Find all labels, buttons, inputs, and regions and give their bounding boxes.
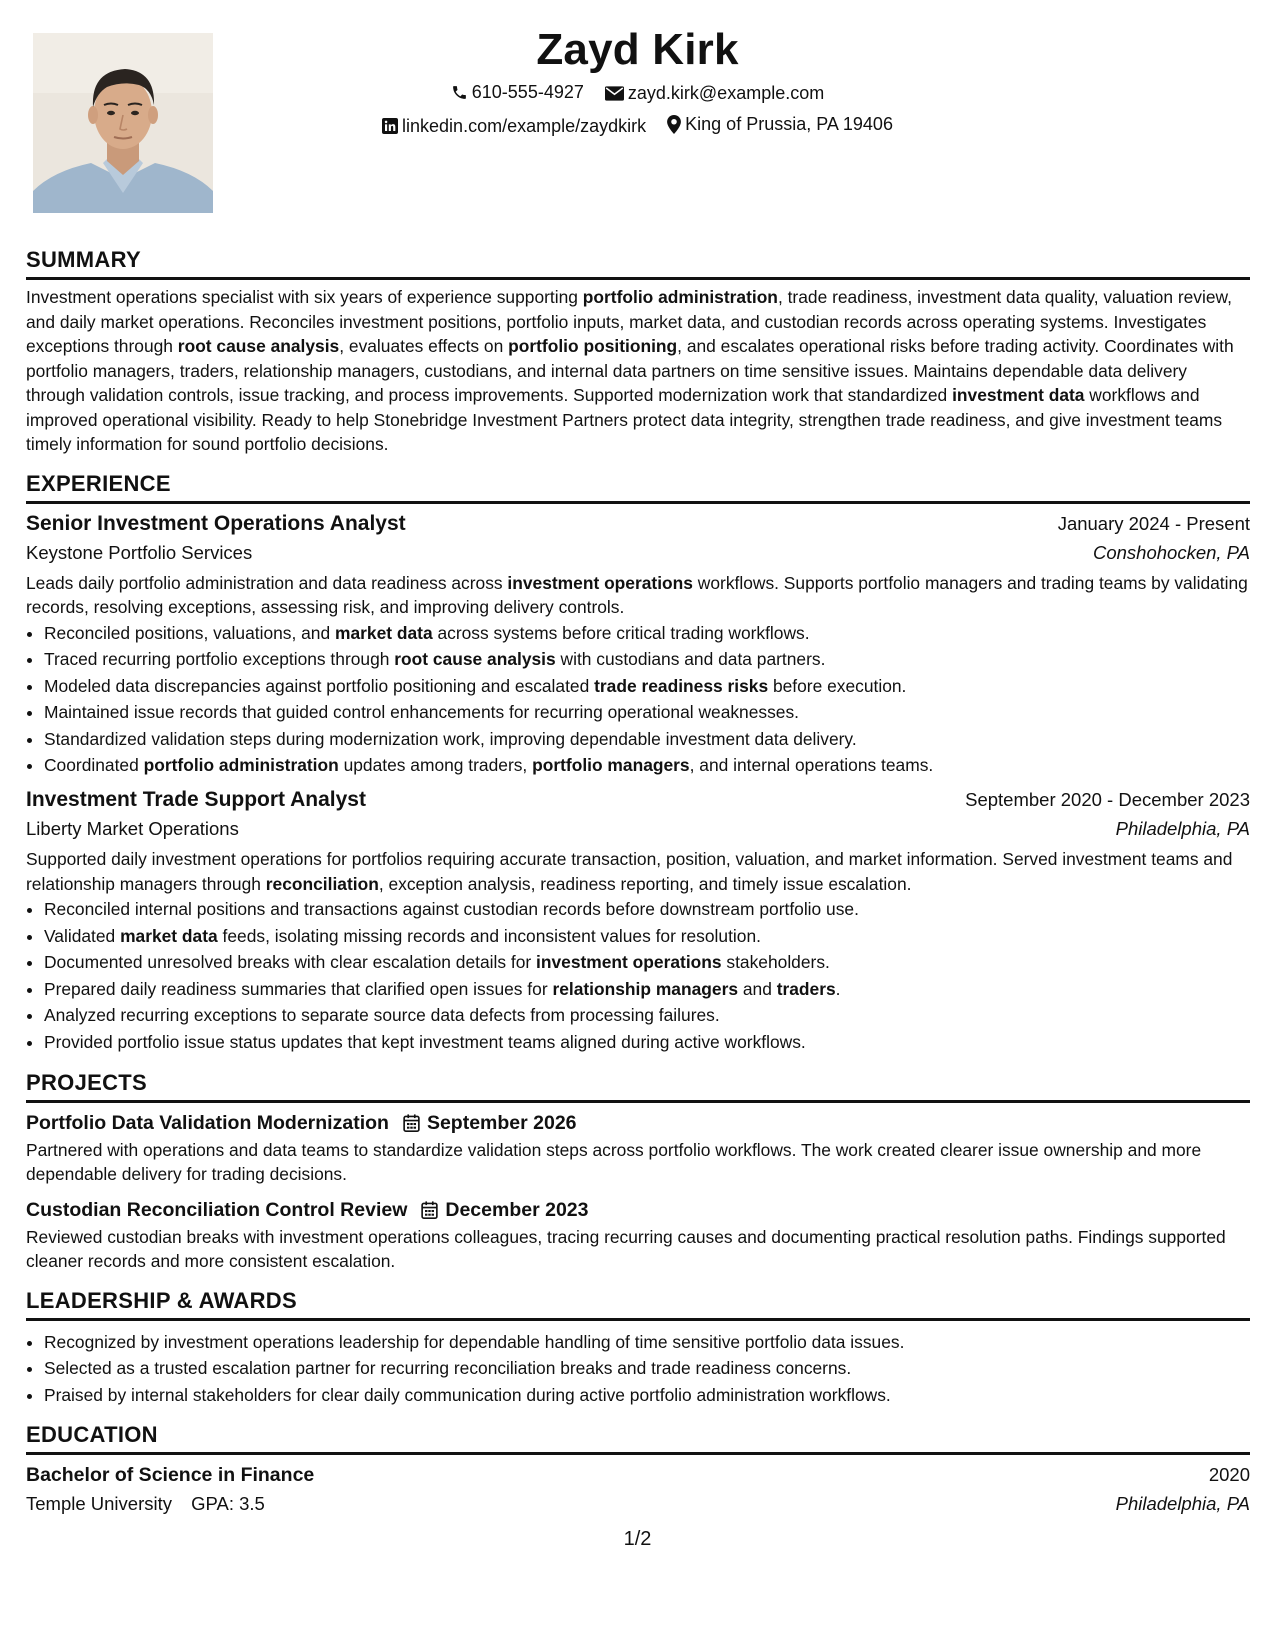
page-number: 1/2 [623,1528,652,1550]
project-entry [26,1195,1250,1274]
summary-text: Investment operations specialist with six years of experience supporting portfolio administration, trade readiness, investment data quality, valuation review, and daily market operations. Reconciles investment positions, portfolio inputs, market data, and custodian records across operating systems. Investigates exceptions through root cause analysis, evaluates effects on portfolio positioning, and escalates operational risks before trading activity. Coordinates with portfolio managers, traders, relationship managers, custodians, and internal data partners on time sensitive issues. Maintains dependable data delivery through validation controls, issue tracking, and process improvements. Supported modernization work that standardized investment data workflows and improved operational visibility. Ready to help Stonebridge Investment Partners protect data integrity, strengthen trade readiness, and give investment teams timely information for sound portfolio decisions. [26,287,1234,454]
projects-section [26,1069,1250,1274]
contact-linkedin[interactable] [382,114,646,138]
section-title-projects: PROJECTS [26,1069,1250,1103]
education-school: Temple University [26,1493,172,1515]
contact-row-primary [0,80,1275,107]
education-location: Philadelphia, PA [1115,1493,1250,1515]
section-title-leadership: LEADERSHIP & AWARDS [26,1287,1250,1321]
calendar-icon [403,1114,420,1132]
map-pin-icon [667,115,681,134]
job-location: Philadelphia, PA [1115,818,1250,840]
job-bullets [26,620,1250,780]
email-address: zayd.kirk@example.com [627,83,825,103]
list-item: • Reconciled internal positions and transactions against custodian records before downstream portfolio use. [44,896,1250,923]
list-item: • Prepared daily readiness summaries that clarified open issues for relationship managers and traders. [44,976,1250,1003]
section-title-experience: EXPERIENCE [26,470,1250,504]
list-item: • Coordinated portfolio administration updates among traders, portfolio managers, and internal operations teams. [44,752,1250,779]
job-title: Investment Trade Support Analyst [26,788,366,812]
job-dates: January 2024 - Present [1057,512,1250,534]
linkedin-url: linkedin.com/example/zaydkirk [402,115,647,136]
list-item: • Validated market data feeds, isolating missing records and inconsistent values for resolution. [44,923,1250,950]
project-date-text: December 2023 [445,1198,589,1221]
list-item: • Analyzed recurring exceptions to separate source data defects from processing failures. [44,1002,1250,1029]
list-item: • Reconciled positions, valuations, and market data across systems before critical trading workflows. [44,620,1250,647]
job-title: Senior Investment Operations Analyst [26,511,406,535]
phone-icon [451,84,468,101]
project-date-text: September 2026 [426,1111,577,1134]
linkedin-icon [382,118,398,134]
education-section [26,1421,1250,1518]
job-company: Liberty Market Operations [26,818,239,840]
calendar-icon [421,1201,438,1219]
education-degree: Bachelor of Science in Finance [26,1464,315,1487]
contact-email[interactable] [605,81,824,105]
job-dates: September 2020 - December 2023 [965,789,1250,811]
list-item: • Modeled data discrepancies against portfolio positioning and escalated trade readiness risks before execution. [44,673,1250,700]
phone-number: 610-555-4927 [471,82,584,102]
envelope-icon [605,86,624,101]
project-date [403,1108,577,1138]
job-description: Supported daily investment operations for portfolios requiring accurate transaction, position, valuation, and market information. Served investment teams and relationship managers through reconciliation, exception analysis, readiness reporting, and timely issue escalation. [26,849,1233,894]
list-item: • Selected as a trusted escalation partner for recurring reconciliation breaks and trade readiness concerns. [44,1355,1250,1382]
resume-content [26,246,1250,1531]
job-entry [26,785,1250,1056]
leadership-bullets [26,1329,1250,1409]
project-description: Partnered with operations and data teams to standardize validation steps across portfolio workflows. The work created clearer issue ownership and more dependable delivery for trading decisions. [26,1139,1202,1185]
project-title: Custodian Reconciliation Control Review [26,1198,408,1221]
experience-section [26,470,1250,1056]
contact-location [667,112,893,136]
contact-row-secondary [0,112,1275,140]
list-item: • Praised by internal stakeholders for clear daily communication during active portfolio administration workflows. [44,1382,1250,1409]
contact-phone[interactable] [451,80,584,104]
project-title: Portfolio Data Validation Modernization [26,1111,389,1134]
job-company: Keystone Portfolio Services [26,541,253,563]
section-title-education: EDUCATION [26,1421,1250,1455]
location-text: King of Prussia, PA 19406 [685,114,893,134]
project-date [421,1195,588,1225]
candidate-name: Zayd Kirk [536,25,739,74]
list-item: • Provided portfolio issue status updates that kept investment teams aligned during active workflows. [44,1029,1250,1056]
list-item: • Documented unresolved breaks with clear escalation details for investment operations stakeholders. [44,949,1250,976]
job-entry [26,509,1250,780]
leadership-section [26,1287,1250,1409]
summary-section [26,246,1250,457]
project-entry [26,1108,1250,1187]
section-title-summary: SUMMARY [26,246,1250,280]
job-location: Conshohocken, PA [1092,541,1250,563]
education-year: 2020 [1208,1464,1250,1486]
project-description: Reviewed custodian breaks with investment operations colleagues, tracing recurring causes and documenting practical resolution paths. Findings supported cleaner records and more consistent escalation. [26,1226,1226,1272]
list-item: • Traced recurring portfolio exceptions through root cause analysis with custodians and data partners. [44,646,1250,673]
list-item: • Recognized by investment operations leadership for dependable handling of time sensitive portfolio data issues. [44,1329,1250,1356]
list-item: • Maintained issue records that guided control enhancements for recurring operational weaknesses. [44,699,1250,726]
job-description: Leads daily portfolio administration and data readiness across investment operations workflows. Supports portfolio managers and trading teams by validating records, resolving exceptions, assessing risk, and improving delivery controls. [26,572,1248,617]
job-bullets [26,896,1250,1056]
list-item: • Standardized validation steps during modernization work, improving dependable investment data delivery. [44,726,1250,753]
education-gpa: GPA: 3.5 [191,1493,265,1515]
